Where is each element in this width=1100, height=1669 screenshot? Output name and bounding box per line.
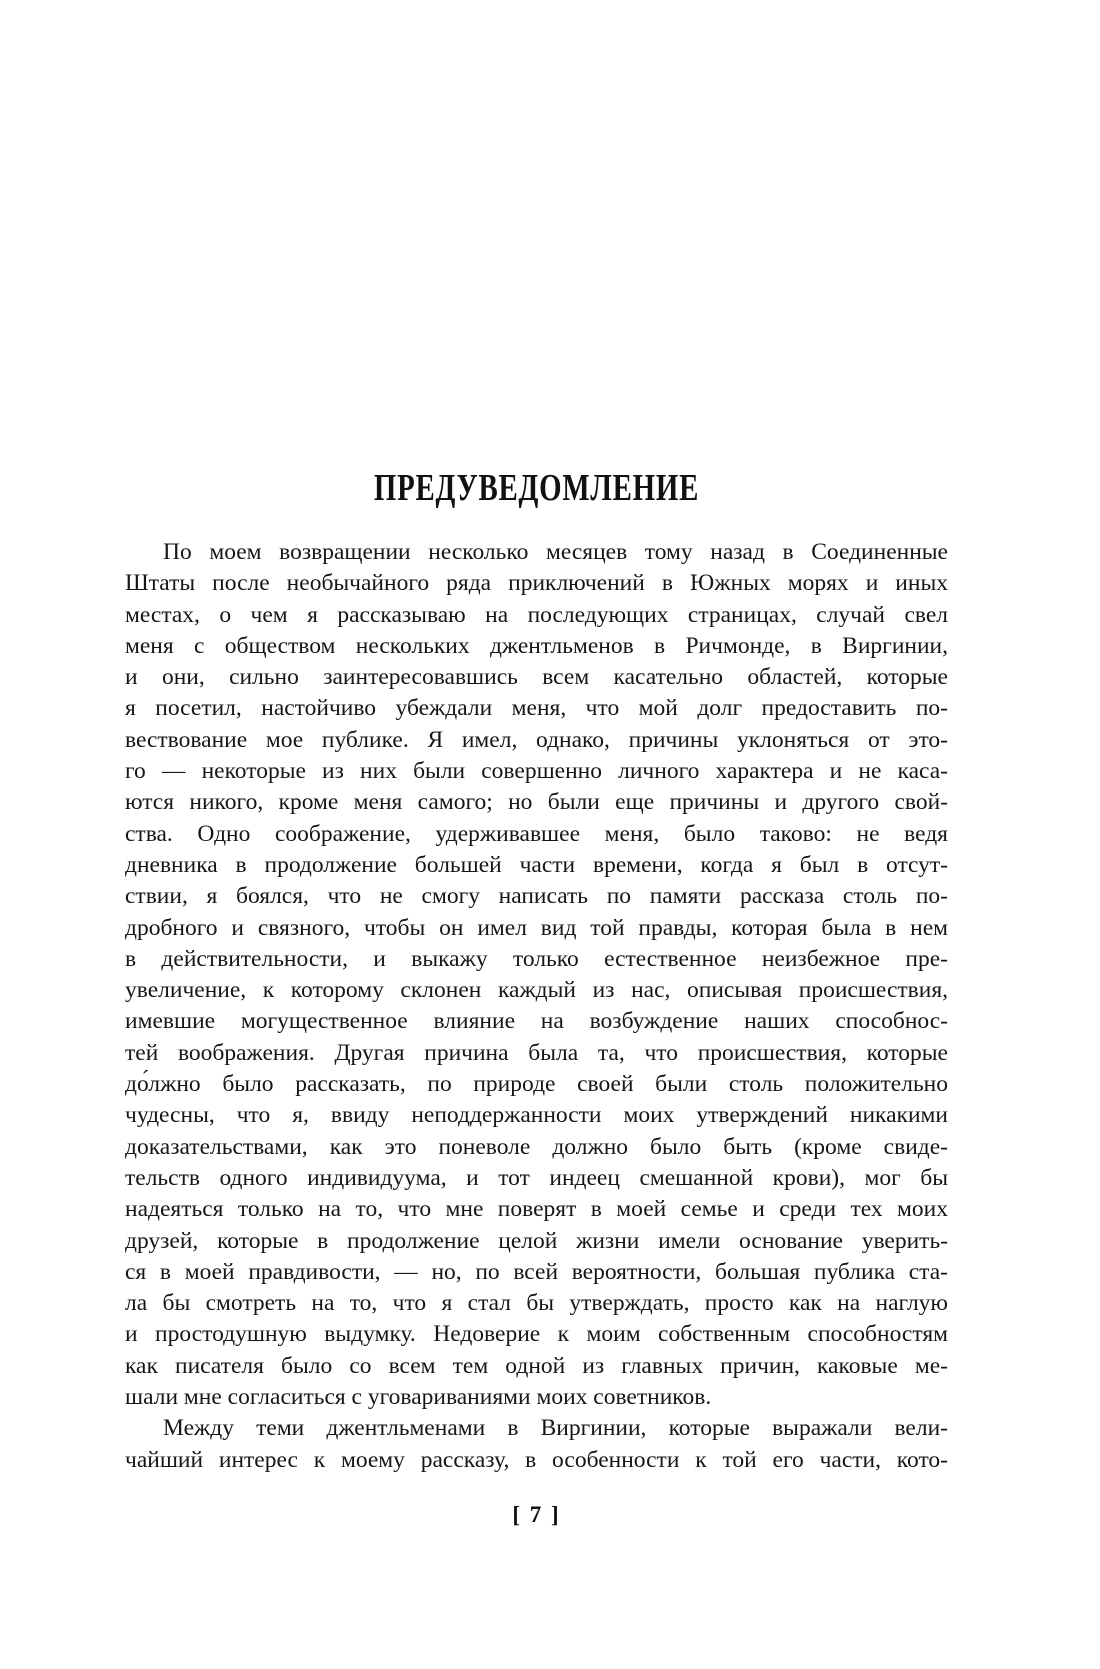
- text-line: ся в моей правдивости, — но, по всей вероятности, большая публика ста-: [125, 1258, 948, 1285]
- text-line: го — некоторые из них были совершенно личного характера и не каса-: [125, 758, 948, 785]
- text-line: Штаты после необычайного ряда приключений в Южных морях и иных: [125, 570, 948, 597]
- text-line: имевшие могущественное влияние на возбуждение наших способнос-: [125, 1008, 948, 1035]
- text-line: чайший интерес к моему рассказу, в особенности к той его части, кото-: [125, 1446, 948, 1473]
- text-line: шали мне согласиться с уговариваниями моих советников.: [125, 1384, 712, 1411]
- text-line: и простодушную выдумку. Недоверие к моим собственным способностям: [125, 1321, 948, 1348]
- text-line: тельств одного индивидуума, и тот индеец смешанной крови), мог бы: [125, 1164, 948, 1191]
- text-line: в действительности, и выкажу только естественное неизбежное пре-: [125, 945, 948, 972]
- text-line: до́лжно было рассказать, по природе своей были столь положительно: [125, 1071, 948, 1098]
- text-line: увеличение, к которому склонен каждый из нас, описывая происшествия,: [125, 977, 948, 1004]
- text-line: доказательствами, как это поневоле должно было быть (кроме свиде-: [125, 1133, 948, 1160]
- text-line: я посетил, настойчиво убеждали меня, что мой долг предоставить по-: [125, 695, 948, 722]
- text-line: меня с обществом нескольких джентльменов в Ричмонде, в Виргинии,: [125, 632, 948, 659]
- text-line: тей воображения. Другая причина была та, что происшествия, которые: [125, 1039, 948, 1066]
- text-line: ства. Одно соображение, удерживавшее меня, было таково: не ведя: [125, 820, 948, 847]
- text-line: как писателя было со всем тем одной из главных причин, каковые ме-: [125, 1352, 948, 1379]
- text-line: По моем возвращении несколько месяцев тому назад в Соединенные: [163, 539, 948, 565]
- text-line: дневника в продолжение большей части времени, когда я был в отсут-: [125, 851, 948, 878]
- text-block: [125, 537, 948, 1476]
- text-line: дробного и связного, чтобы он имел вид той правды, которая была в нем: [125, 914, 948, 941]
- page-number: [ 7 ]: [512, 1502, 561, 1527]
- text-line: друзей, которые в продолжение целой жизни имели основание уверить-: [125, 1227, 948, 1254]
- text-line: ствии, я боялся, что не смогу написать по памяти рассказа столь по-: [125, 883, 948, 910]
- text-line: вествование мое публике. Я имел, однако, причины уклоняться от это-: [125, 726, 948, 753]
- text-line: и они, сильно заинтересовавшись всем касательно областей, которые: [125, 664, 948, 691]
- text-line: ются никого, кроме меня самого; но были еще причины и другого свой-: [125, 789, 948, 816]
- text-line: чудесны, что я, ввиду неподдержанности моих утверждений никакими: [125, 1102, 948, 1129]
- text-line: надеяться только на то, что мне поверят в моей семье и среди тех моих: [125, 1196, 948, 1223]
- text-line: местах, о чем я рассказываю на последующих страницах, случай свел: [125, 601, 948, 628]
- text-line: ла бы смотреть на то, что я стал бы утверждать, просто как на наглую: [125, 1290, 948, 1317]
- text-line: Между теми джентльменами в Виргинии, которые выражали вели-: [163, 1415, 948, 1442]
- page-title: ПРЕДУВЕДОМЛЕНИЕ: [373, 467, 700, 509]
